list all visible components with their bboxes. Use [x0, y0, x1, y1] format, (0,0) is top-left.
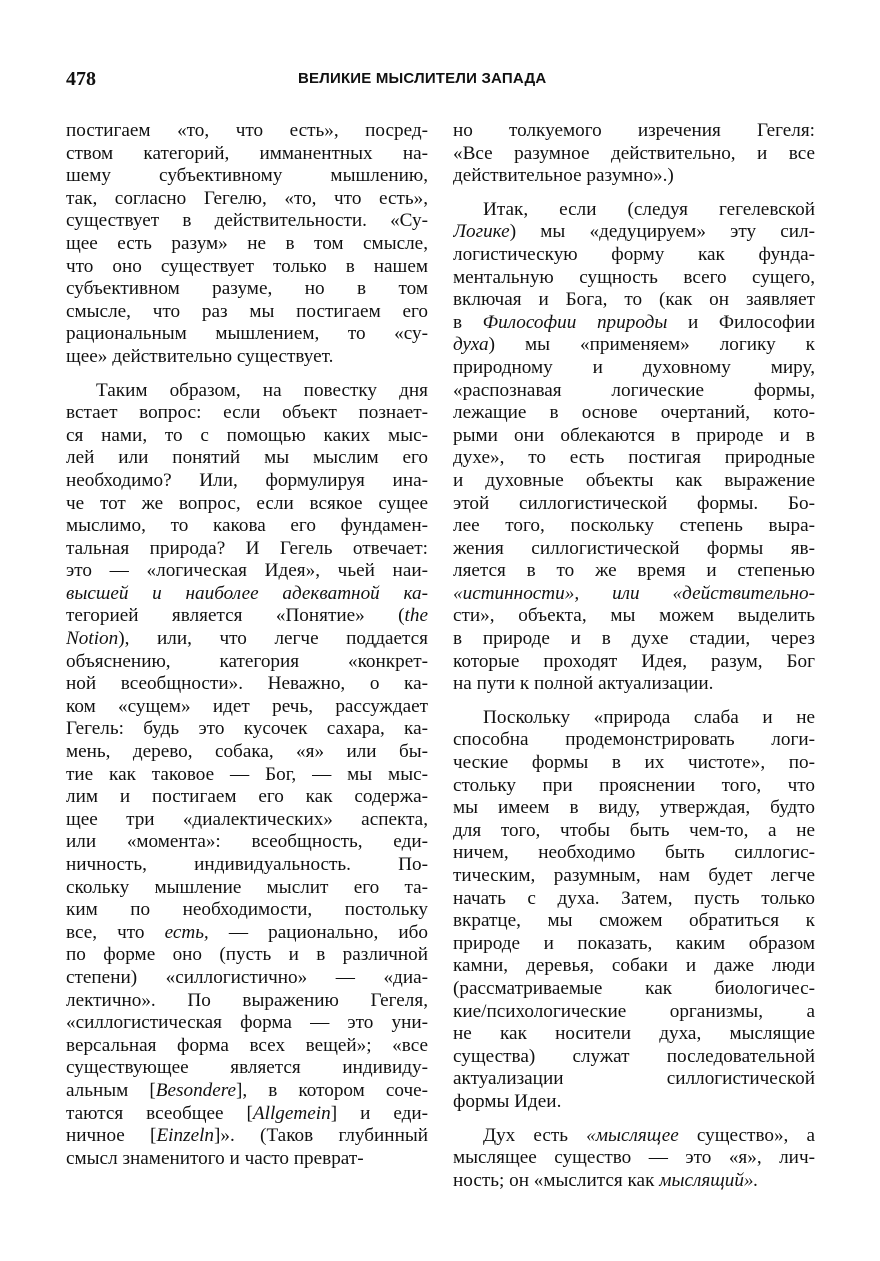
text-line: таются всеобщее [Allgemein] и еди- [66, 1102, 428, 1124]
text-line: мыслимо, то какова его фундамен- [66, 515, 428, 537]
text-line: «истинности», или «действительно- [453, 582, 815, 604]
text-line: Поскольку «природа слаба и не [483, 706, 815, 728]
text-line: природе и показать, каким образом [453, 932, 815, 954]
right-column [453, 120, 815, 1192]
text-line: существующее является индивиду- [66, 1057, 428, 1079]
text-line: постигаем «то, что есть», посред- [66, 120, 428, 141]
text-line: шему субъективному мышлению, [66, 165, 428, 187]
text-line: стольку при прояснении того, что [453, 774, 815, 796]
text-line: ком «сущем» идет речь, рассуждает [66, 695, 428, 717]
text-line: тие как таковое — Бог, — мы мыс- [66, 763, 428, 785]
text-line: ством категорий, имманентных на- [66, 142, 428, 164]
text-line: которые проходят Идея, разум, Бог [453, 650, 815, 672]
text-line: объяснению, категория «конкрет- [66, 650, 428, 672]
text-line: Логике) мы «дедуцируем» эту сил- [453, 221, 815, 243]
text-line: лектично». По выражению Гегеля, [66, 989, 428, 1011]
text-line: смысл знаменитого и часто преврат- [66, 1147, 364, 1169]
text-line: версальная форма всех вещей»; «все [66, 1034, 428, 1056]
text-line: ничность, индивидуальность. По- [66, 854, 428, 875]
text-line: мы имеем в виду, утверждая, будто [453, 797, 815, 819]
text-line: вкратце, мы сможем обратиться к [453, 910, 815, 932]
text-line: необходимо? Или, формулируя ина- [66, 469, 428, 491]
text-line: жения силлогистической формы яв- [453, 537, 815, 559]
text-line: в Философии природы и Философии [453, 311, 815, 333]
text-line: кие/психологические организмы, а [453, 1000, 815, 1022]
text-line: Гегель: будь это кусочек сахара, ка- [66, 718, 428, 740]
text-line: ким по необходимости, постольку [66, 899, 428, 921]
text-line: «силлогистическая форма — это уни- [66, 1012, 428, 1034]
text-line: тальная природа? И Гегель отвечает: [66, 537, 428, 559]
text-line: существа) служат последовательной [453, 1045, 815, 1067]
text-line: (рассматриваемые как биологичес- [453, 977, 815, 999]
text-line: щее есть разум» не в том смысле, [66, 232, 428, 254]
text-line: че тот же вопрос, если всякое сущее [66, 492, 428, 514]
text-line: на пути к полной актуализации. [453, 673, 714, 695]
text-line: мыслящее существо — это «я», лич- [453, 1147, 815, 1169]
text-line: этой силлогистической формы. Бо- [453, 492, 815, 514]
text-line: духе», то есть постигая природные [453, 447, 815, 469]
text-line: так, согласно Гегелю, «то, что есть», [66, 187, 428, 209]
text-line: тегорией является «Понятие» (the [66, 605, 428, 627]
text-line: сти», объекта, мы можем выделить [453, 605, 815, 627]
text-line: встает вопрос: если объект познает- [66, 402, 428, 424]
text-line: ной всеобщности». Неважно, о ка- [66, 673, 428, 695]
text-line: субъективном разуме, но в том [66, 278, 428, 300]
text-line: актуализации силлогистической [453, 1068, 815, 1090]
text-line: существует в действительности. «Су- [66, 210, 428, 232]
running-head [66, 68, 816, 94]
text-line: ческие формы в их чистоте», по- [453, 752, 815, 774]
text-line: способна продемонстрировать логи- [453, 729, 815, 751]
text-line: мень, дерево, собака, «я» или бы- [66, 741, 428, 763]
text-line: степени) «силлогистично» — «диа- [66, 966, 428, 988]
text-line: по форме оно (пусть и в различной [66, 944, 428, 966]
text-line: природному и духовному миру, [453, 356, 815, 378]
text-line: формы Идеи. [453, 1090, 562, 1112]
text-line: ничное [Einzeln]». (Таков глубинный [66, 1125, 428, 1147]
text-line: ность; он «мыслится как мыслящий». [453, 1169, 759, 1191]
text-line: Итак, если (следуя гегелевской [483, 198, 815, 220]
text-line: Дух есть «мыслящее существо», а [483, 1124, 815, 1146]
text-line: духа) мы «применяем» логику к [453, 334, 815, 356]
text-line: лей или понятий мы мыслим его [66, 447, 428, 469]
text-line: Notion), или, что легче поддается [66, 628, 428, 650]
text-line: рациональным мышлением, то «су- [66, 323, 428, 345]
text-line: лежащие в основе очертаний, кото- [453, 402, 815, 424]
text-line: высшей и наиболее адекватной ка- [66, 582, 428, 604]
text-line: лим и постигаем его как содержа- [66, 786, 428, 808]
text-line: что оно существует только в нашем [66, 255, 428, 277]
text-line: скольку мышление мыслит его та- [66, 876, 428, 898]
text-line: логистическую форму как фунда- [453, 243, 815, 265]
text-line: ся нами, то с помощью каких мыс- [66, 424, 428, 446]
text-line: смысле, что раз мы постигаем его [66, 300, 428, 322]
text-line: «Все разумное действительно, и все [453, 142, 815, 164]
text-line: ляется в то же время и степенью [453, 560, 815, 582]
text-line: тическим, разумным, нам будет легче [453, 865, 815, 886]
text-line: и духовные объекты как выражение [453, 469, 815, 491]
text-line: действительное разумно».) [453, 165, 674, 187]
text-line: щее» действительно существует. [66, 345, 334, 367]
page-number: 478 [66, 68, 96, 90]
left-column [66, 120, 428, 1170]
text-line: включая и Бога, то (как он заявляет [453, 289, 815, 311]
text-line: все, что есть, — рационально, ибо [66, 921, 428, 943]
text-line: в природе и в духе стадии, через [453, 628, 815, 650]
text-line: для того, чтобы быть чем-то, а не [453, 819, 815, 841]
text-line: лее того, поскольку степень выра- [453, 515, 815, 537]
text-line: щее три «диалектических» аспекта, [66, 808, 428, 830]
text-line: камни, деревья, собаки и даже люди [453, 955, 815, 977]
text-line: или «момента»: всеобщность, еди- [66, 831, 428, 853]
text-line: ментальную сущность всего сущего, [453, 266, 815, 288]
text-line: рыми они облекаются в природе и в [453, 424, 815, 446]
text-line: «распознавая логические формы, [453, 379, 815, 401]
text-line: не как носители духа, мыслящие [453, 1023, 815, 1045]
text-line: ничем, необходимо быть силлогис- [453, 842, 815, 864]
text-line: но толкуемого изречения Гегеля: [453, 120, 815, 141]
text-line: альным [Besondere], в котором соче- [66, 1079, 428, 1101]
text-line: Таким образом, на повестку дня [96, 379, 428, 401]
book-title: ВЕЛИКИЕ МЫСЛИТЕЛИ ЗАПАДА [298, 70, 547, 87]
text-line: это — «логическая Идея», чьей наи- [66, 560, 428, 582]
text-line: начать с духа. Затем, пусть только [453, 887, 815, 909]
